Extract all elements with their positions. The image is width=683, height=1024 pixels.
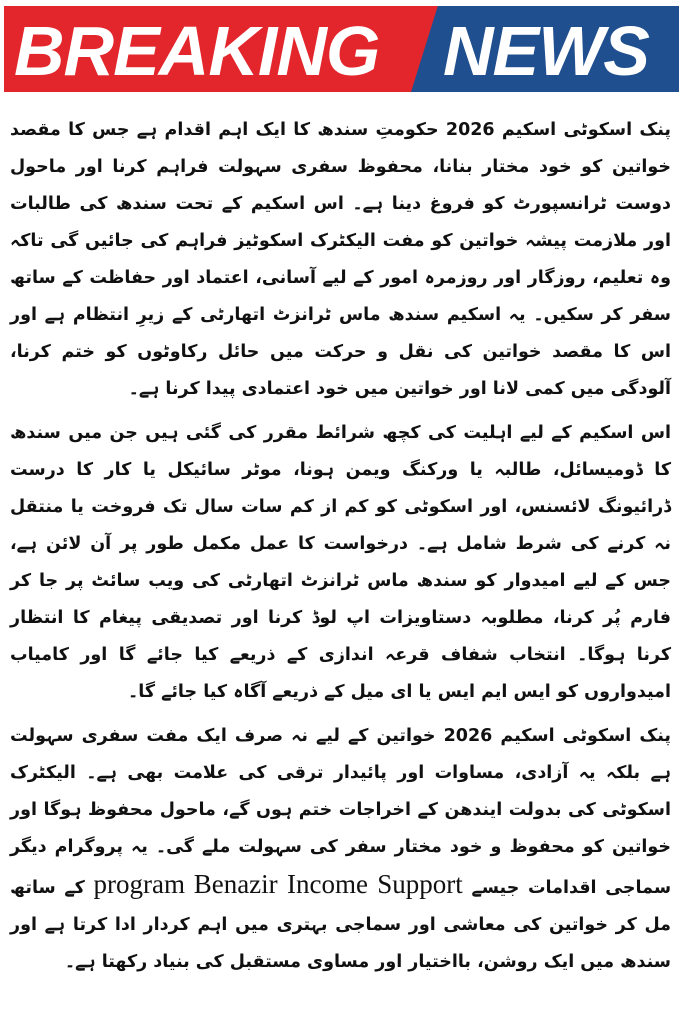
program-name-part-2: program (93, 869, 186, 899)
paragraph-2: اس اسکیم کے لیے اہلیت کی کچھ شرائط مقرر کی گئی ہیں جن میں سندھ کا ڈومیسائل، طالبہ یا ورکنگ ویمن ہونا، موٹر سائیکل یا کار کا درست ڈرائیونگ لائسنس، اور اسکوٹی کو کم از کم سات سال تک فروخت یا منتقل نہ کرنے کی شرط شامل ہے۔ درخواست کا عمل مکمل طور پر آن لائن ہے، جس کے لیے امیدوار کو سندھ ماس ٹرانزٹ اتھارٹی کی ویب سائٹ پر جا کر فارم پُر کرنا، مطلوبہ دستاویزات اپ لوڈ کرنا اور تصدیقی پیغام کا انتظار کرنا ہوگا۔ انتخاب شفاف قرعہ اندازی کے ذریعے کیا جائے گا اور کامیاب امیدواروں کو ایس ایم ایس یا ای میل کے ذریعے آگاہ کیا جائے گا۔ (10, 423, 671, 702)
paragraph-3-start: پنک اسکوٹی اسکیم 2026 خواتین کے لیے نہ صرف ایک مفت سفری سہولت ہے بلکہ یہ آزادی، مساوات اور پائیدار ترقی کی علامت بھی ہے۔ الیکٹرک اسکوٹی کی بدولت ایندھن کے اخراجات ختم ہوں گے، ماحول محفوظ ہوگا اور خواتین کو محفوظ و خود مختار سفر کی سہولت ملے گی۔ یہ پروگرام دیگر سماجی اقدامات جیسے (10, 726, 672, 898)
banner-news-text: NEWS (443, 12, 649, 90)
article-body (10, 112, 671, 988)
paragraph-3-end: کے ساتھ مل کر خواتین کی معاشی اور سماجی بہتری میں اہم کردار ادا کرتا ہے اور سندھ میں ایک روشن، بااختیار اور مساوی مستقبل کی بنیاد رکھتا ہے۔ (10, 878, 671, 972)
program-name-part-1: Benazir Income Support (193, 869, 463, 899)
banner-breaking-text: BREAKING (14, 12, 380, 90)
paragraph-3 (10, 718, 671, 981)
paragraph-1: پنک اسکوٹی اسکیم 2026 حکومتِ سندھ کا ایک اہم اقدام ہے جس کا مقصد خواتین کو خود مختار بنانا، محفوظ سفری سہولت فراہم کرنا اور ماحول دوست ٹرانسپورٹ کو فروغ دینا ہے۔ اس اسکیم کے تحت سندھ کی طالبات اور ملازمت پیشہ خواتین کو مفت الیکٹرک اسکوٹیز فراہم کی جائیں گی تاکہ وہ تعلیم، روزگار اور روزمرہ امور کے لیے آسانی، اعتماد اور حفاظت کے ساتھ سفر کر سکیں۔ یہ اسکیم سندھ ماس ٹرانزٹ اتھارٹی کے زیرِ انتظام ہے اور اس کا مقصد خواتین کی نقل و حرکت میں حائل رکاوٹوں کو ختم کرنا، آلودگی میں کمی لانا اور خواتین میں خود اعتمادی پیدا کرنا ہے۔ (10, 120, 671, 399)
breaking-news-banner (0, 0, 683, 98)
